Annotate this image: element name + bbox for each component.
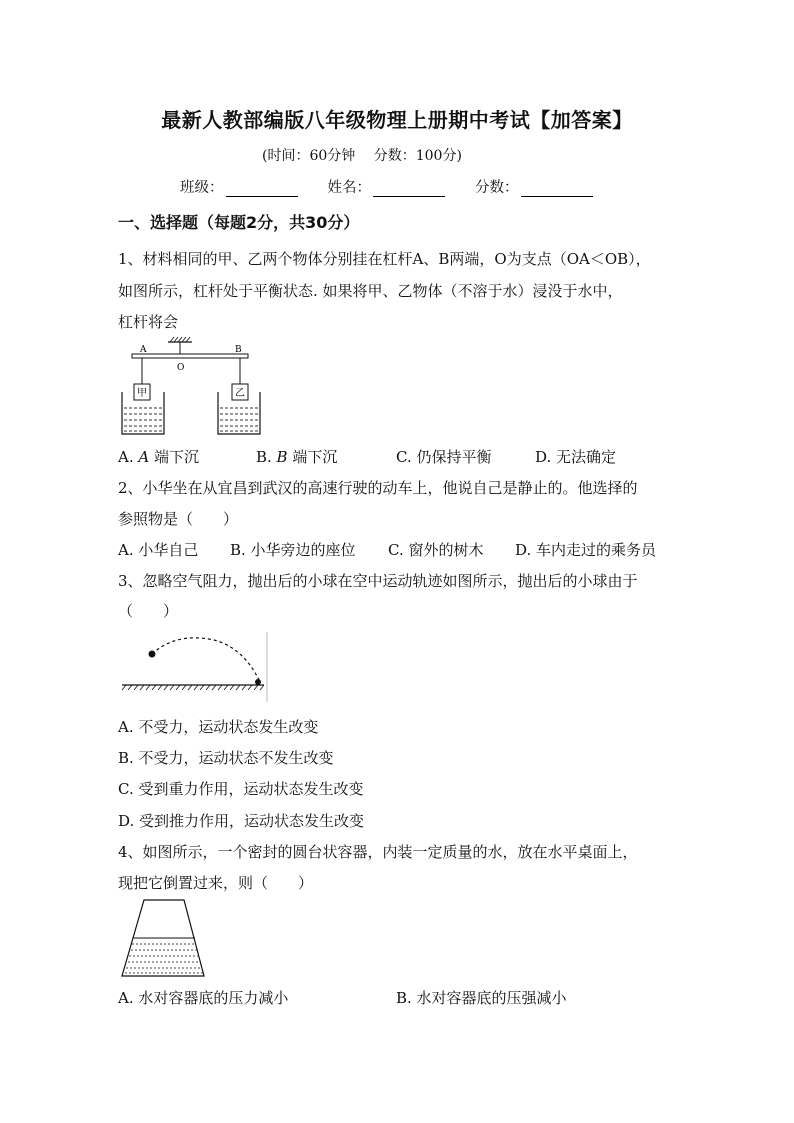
object-yi: 乙: [235, 388, 245, 399]
section-heading: 一、选择题（每题2分，共30分）: [118, 213, 360, 232]
q2-option-d[interactable]: D. 车内走过的乘务员: [515, 541, 657, 559]
class-field: [180, 176, 298, 197]
q1-line-1: 1、材料相同的甲、乙两个物体分别挂在杠杆A、B两端，O为支点（OA＜OB），: [118, 250, 651, 268]
student-info-row: [180, 176, 623, 197]
q3-trajectory-figure: [118, 630, 270, 704]
page-title: 最新人教部编版八年级物理上册期中考试【加答案】: [161, 108, 633, 132]
q3-option-b[interactable]: B. 不受力，运动状态不发生改变: [118, 749, 334, 767]
q4-option-a[interactable]: A. 水对容器底的压力减小: [118, 989, 289, 1007]
name-blank[interactable]: [373, 182, 445, 197]
name-field: [328, 176, 446, 197]
label-a: A: [140, 345, 147, 355]
q1-option-a[interactable]: A. 𝐴 端下沉: [118, 448, 199, 466]
q1-lever-figure: [118, 334, 268, 438]
class-label: 班级：: [180, 180, 224, 196]
ball-start: [149, 651, 156, 658]
q1-line-3: 杠杆将会: [118, 313, 179, 331]
q4-frustum-figure: [118, 896, 210, 980]
q2-line-2: 参照物是（ ）: [118, 510, 239, 528]
q3-option-c[interactable]: C. 受到重力作用，运动状态发生改变: [118, 780, 364, 798]
q3-option-a[interactable]: A. 不受力，运动状态发生改变: [118, 718, 319, 736]
exam-time-score: (时间：60分钟 分数：100分): [262, 148, 462, 164]
q1-option-c[interactable]: C. 仍保持平衡: [396, 448, 492, 466]
score-label: 分数：: [475, 180, 519, 196]
q1-option-b[interactable]: B. 𝐵 端下沉: [256, 448, 338, 466]
q4-line-1: 4、如图所示，一个密封的圆台状容器，内装一定质量的水，放在水平桌面上，: [118, 843, 638, 861]
q1-option-d[interactable]: D. 无法确定: [535, 448, 617, 466]
q2-line-1: 2、小华坐在从宜昌到武汉的高速行驶的动车上，他说自己是静止的。他选择的: [118, 479, 638, 497]
q4-line-2: 现把它倒置过来，则（ ）: [118, 874, 314, 892]
q2-option-c[interactable]: C. 窗外的树木: [388, 541, 484, 559]
score-field: [475, 176, 593, 197]
class-blank[interactable]: [226, 182, 298, 197]
label-o: O: [177, 363, 185, 373]
label-b: B: [235, 345, 242, 355]
name-label: 姓名：: [327, 180, 371, 196]
q2-option-a[interactable]: A. 小华自己: [118, 541, 199, 559]
q4-option-b[interactable]: B. 水对容器底的压强减小: [396, 989, 567, 1007]
score-blank[interactable]: [521, 182, 593, 197]
q3-option-d[interactable]: D. 受到推力作用，运动状态发生改变: [118, 812, 365, 830]
q1-line-2: 如图所示，杠杆处于平衡状态. 如果将甲、乙物体（不溶于水）浸没于水中，: [118, 282, 623, 300]
q3-line-2: （ ）: [118, 602, 179, 620]
object-jia: 甲: [137, 388, 147, 399]
q3-line-1: 3、忽略空气阻力，抛出后的小球在空中运动轨迹如图所示，抛出后的小球由于: [118, 572, 638, 590]
q2-option-b[interactable]: B. 小华旁边的座位: [230, 541, 356, 559]
ball-end: [255, 679, 261, 685]
